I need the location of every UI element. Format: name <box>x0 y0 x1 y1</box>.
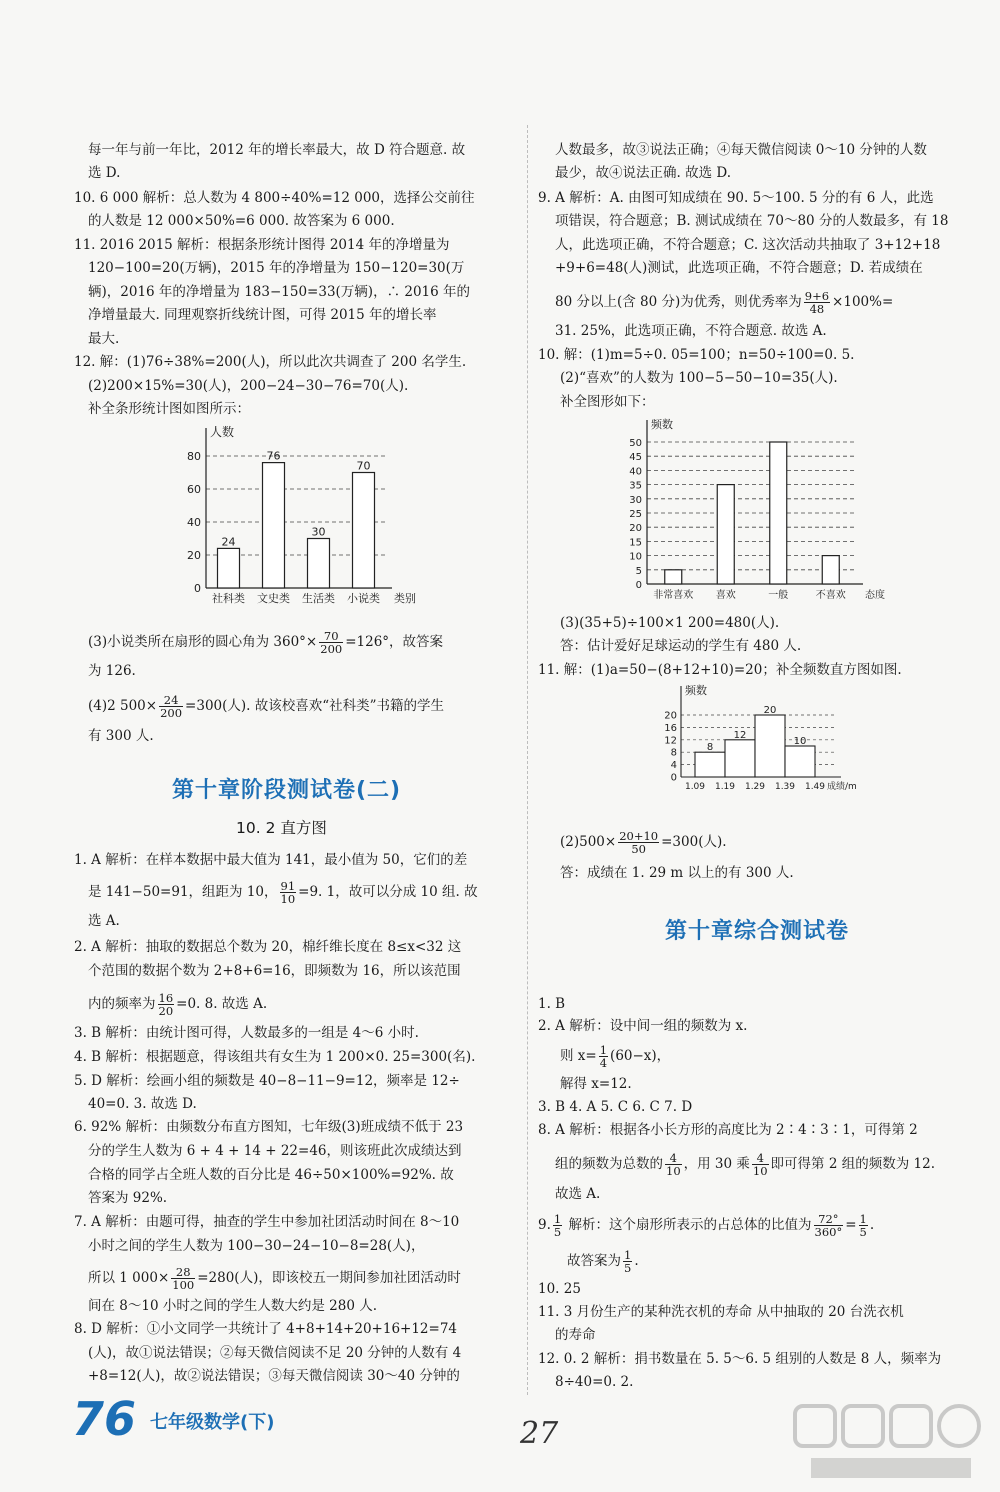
x-tick-label: 社科类 <box>212 592 245 605</box>
text-line: 人数最多，故③说法正确；④每天微信阅读 0～10 分钟的人数 <box>555 142 927 158</box>
fraction: $\frac{16}{20}$ <box>158 991 174 1018</box>
answer-11: 11. 解：(1)a=50−(8+12+10)=20；补全频数直方图如图. <box>538 662 902 678</box>
text-line: 答：成绩在 1. 29 m 以上的有 300 人. <box>560 865 794 881</box>
text-line: 31. 25%，此选项正确，不符合题意. 故选 A. <box>555 323 827 339</box>
text-line: (2)200×15%=30(人)，200−24−30−76=70(人). <box>88 378 409 394</box>
text-line: 有 300 人. <box>88 728 154 744</box>
x-tick-label: 一般 <box>768 590 789 601</box>
text-line: (3)(35+5)÷100×1 200=480(人). <box>560 615 780 631</box>
answer-11: 11. 2016 2015 解析：根据条形统计图得 2014 年的净增量为 <box>74 237 450 253</box>
y-tick-label: 0 <box>670 772 677 784</box>
answer-2: 2. A 解析：抽取的数据总个数为 20，棉纤维长度在 8≤x<32 这 <box>74 939 462 955</box>
x-tick-label: 1.29 <box>744 782 766 792</box>
text-line: 40=0. 3. 故选 D. <box>88 1096 197 1112</box>
y-axis-label: 人数 <box>210 425 235 439</box>
answer-12: 12. 解：(1)76÷38%=200(人)，所以此次共调查了 200 名学生. <box>74 354 467 370</box>
fraction: $\frac{24}{200}$ <box>160 693 183 720</box>
y-tick-label: 16 <box>664 722 677 734</box>
section-title: 第十章综合测试卷 <box>665 919 850 944</box>
answer-5: 5. D 解析：绘画小组的频数是 40−8−11−9=12，频率是 12÷ <box>74 1073 460 1089</box>
watermark-logo <box>791 1402 986 1484</box>
fraction: $\frac{4}{10}$ <box>666 1151 681 1178</box>
text-line: 个范围的数据个数为 2+8+6=16，即频数为 16，所以该范围 <box>88 963 461 979</box>
x-tick-label: 小说类 <box>347 592 380 605</box>
text-line: 间在 8～10 小时之间的学生人数大约是 280 人. <box>88 1298 377 1314</box>
y-tick-label: 15 <box>629 537 642 549</box>
text-line: 选 D. <box>88 165 121 181</box>
fraction: $\frac{20+10}{50}$ <box>619 829 659 856</box>
fraction: $\frac{72^\circ}{360^\circ}$ <box>814 1212 843 1239</box>
text-line: 组的频数为总数的 $\frac{4}{10}$ ，用 30 乘 $\frac{4}{10}$ 即可得第 2 组的频数为 12. <box>555 1151 935 1178</box>
answer-2: 2. A 解析：设中间一组的频数为 x. <box>538 1018 748 1034</box>
y-tick-label: 8 <box>670 747 677 759</box>
x-axis-label: 态度 <box>865 590 885 601</box>
text-line: 最大. <box>88 331 120 347</box>
text-line: +8=12(人)，故②说法错误；③每天微信阅读 30～40 分钟的 <box>88 1368 460 1384</box>
text-line: 最少，故④说法正确. 故选 D. <box>555 165 732 181</box>
answer-9: 9. A 解析：A. 由图可知成绩在 90. 5～100. 5 分的有 6 人，此选 <box>538 190 934 206</box>
y-tick-label: 40 <box>187 516 201 529</box>
answer-1: 1. B <box>538 996 566 1012</box>
y-axis-label: 频数 <box>651 418 673 431</box>
data-label: 76 <box>266 449 281 463</box>
y-tick-label: 20 <box>187 549 201 562</box>
text-line: 合格的同学占全班人数的百分比是 46÷50×100%=92%. 故 <box>88 1167 454 1183</box>
histogram-bar <box>755 715 785 777</box>
histogram-bar <box>695 752 725 777</box>
text-line: 内的频率为 $\frac{16}{20}$ =0. 8. 故选 A. <box>88 991 268 1018</box>
subsection-title: 10. 2 直方图 <box>236 819 327 837</box>
answer-10: 10. 6 000 解析：总人数为 4 800÷40%=12 000，选择公交前往 <box>74 190 475 206</box>
text-line: 的人数是 12 000×50%=6 000. 故答案为 6 000. <box>88 213 395 229</box>
y-tick-label: 25 <box>629 509 642 520</box>
bar <box>665 570 682 584</box>
data-label: 8 <box>706 742 714 754</box>
text-line: 解得 x=12. <box>560 1076 632 1092</box>
answer-4: 4. B 解析：根据题意，得该组共有女生为 1 200×0. 25=300(名). <box>74 1049 476 1065</box>
x-tick-label: 1.19 <box>714 782 736 792</box>
text-line: 人，此选项正确，不符合题意；C. 这次活动共抽取了 3+12+18 <box>555 237 941 253</box>
text-line: 小时之间的学生人数为 100−30−24−10−8=28(人)， <box>88 1238 425 1254</box>
text-line: 选 A. <box>88 913 120 929</box>
text-line: 辆)，2016 年的净增量为 183−150=33(万辆)，∴ 2016 年的 <box>88 284 471 300</box>
answer-10: 10. 解：(1)m=5÷0. 05=100；n=50÷100=0. 5. <box>538 347 855 363</box>
text-line: +9+6=48(人)测试，此选项正确，不符合题意；D. 若成绩在 <box>555 260 923 276</box>
x-tick-label: 1.49 <box>804 782 826 792</box>
answer-8: 8. D 解析：①小文同学一共统计了 4+8+14+20+16+12=74 <box>74 1321 458 1337</box>
y-tick-label: 60 <box>187 483 201 496</box>
text-line: 净增量最大. 同理观察折线统计图，可得 2015 年的增长率 <box>88 307 437 323</box>
bar <box>218 548 240 588</box>
fraction: $\frac{70}{200}$ <box>320 629 343 656</box>
answer-7: 7. A 解析：由题可得，抽查的学生中参加社团活动时间在 8～10 <box>74 1214 460 1230</box>
fraction: $\frac{28}{100}$ <box>172 1265 195 1292</box>
y-tick-label: 40 <box>629 466 642 478</box>
histogram-bar <box>725 740 755 777</box>
fraction: $\frac{1}{5}$ <box>859 1212 867 1239</box>
text-line: 故选 A. <box>555 1186 601 1202</box>
bar <box>717 485 734 584</box>
y-tick-label: 20 <box>664 710 677 722</box>
fraction: $\frac{1}{5}$ <box>553 1212 562 1239</box>
y-tick-label: 0 <box>635 580 642 591</box>
text-line: (人)，故①说法错误；②每天微信阅读不足 20 分钟的人数有 4 <box>88 1345 462 1361</box>
text-line: (4)2 500× $\frac{24}{200}$ =300(人). 故该校喜欢“社科类”书籍的学生 <box>88 693 445 720</box>
answer-6: 6. 92% 解析：由频数分布直方图知，七年级(3)班成绩不低于 23 <box>74 1119 464 1135</box>
data-label: 12 <box>733 729 747 741</box>
data-label: 10 <box>793 736 807 747</box>
x-tick-label: 生活类 <box>302 592 335 605</box>
fraction: $\frac{1}{5}$ <box>624 1248 632 1275</box>
x-tick-label: 1.09 <box>684 782 706 792</box>
text-line: 80 分以上(含 80 分)为优秀，则优秀率为 $\frac{9+6}{48}$ ×100%= <box>555 289 894 316</box>
text-line: 答：估计爱好足球运动的学生有 480 人. <box>560 638 802 654</box>
text-line: (2)500× $\frac{20+10}{50}$ =300(人). <box>560 829 727 856</box>
text-line: 120−100=20(万辆)，2015 年的净增量为 150−120=30(万 <box>88 260 465 276</box>
y-tick-label: 35 <box>629 480 642 492</box>
text-line: 所以 1 000× $\frac{28}{100}$ =280(人)，即该校五一期间参加社团活动时 <box>88 1265 461 1292</box>
text-line: 故答案为 $\frac{1}{5}$ . <box>567 1248 639 1275</box>
text-line: 补全条形统计图如图所示： <box>88 401 250 417</box>
text-line: (3)小说类所在扇形的圆心角为 360°× $\frac{70}{200}$ =126°，故答案 <box>88 629 444 656</box>
y-tick-label: 50 <box>629 438 642 449</box>
x-tick-label: 非常喜欢 <box>653 590 694 601</box>
answer-11: 11. 3 月份生产的某种洗衣机的寿命 从中抽取的 20 台洗衣机 <box>538 1304 904 1320</box>
answers-3-7: 3. B 4. A 5. C 6. C 7. D <box>538 1099 693 1115</box>
bar-chart-attitude <box>615 412 915 607</box>
bar <box>822 556 839 584</box>
fraction: $\frac{9+6}{48}$ <box>804 289 830 316</box>
text-line: 分的学生人数为 6 + 4 + 14 + 22=46，则该班此次成绩达到 <box>88 1143 462 1159</box>
text-line: 为 126. <box>88 663 136 679</box>
fraction: $\frac{4}{10}$ <box>752 1151 768 1178</box>
x-tick-label: 文史类 <box>257 592 290 605</box>
y-tick-label: 0 <box>194 582 201 595</box>
answer-12: 12. 0. 2 解析：捐书数量在 5. 5～6. 5 组别的人数是 8 人，频率为 <box>538 1351 942 1367</box>
y-tick-label: 5 <box>635 565 642 577</box>
bar <box>770 442 787 584</box>
y-tick-label: 12 <box>664 735 677 747</box>
x-axis-label: 类别 <box>394 592 416 605</box>
y-axis-label: 频数 <box>685 684 707 697</box>
answer-9: 9. $\frac{1}{5}$ 解析：这个扇形所表示的占总体的比值为 $\frac{72^\circ}{360^\circ}$ = $\frac{1}{5}$ . <box>538 1212 875 1239</box>
text-line: 每一年与前一年比，2012 年的增长率最大，故 D 符合题意. 故 <box>88 142 466 158</box>
bar <box>263 463 285 588</box>
histogram-scores <box>655 682 885 800</box>
y-tick-label: 80 <box>187 450 201 463</box>
text-line: 答案为 92%. <box>88 1190 168 1206</box>
bar <box>353 473 375 589</box>
data-label: 70 <box>356 459 371 473</box>
y-tick-label: 20 <box>629 523 642 535</box>
data-label: 20 <box>763 705 777 716</box>
page-number: 76 <box>72 1392 137 1446</box>
y-tick-label: 4 <box>670 760 677 772</box>
answer-10: 10. 25 <box>538 1281 581 1297</box>
text-line: 补全图形如下： <box>560 394 655 410</box>
text-line: 8÷40=0. 2. <box>555 1374 634 1390</box>
x-axis-label: 成绩/m <box>827 782 857 792</box>
book-title: 七年级数学(下) <box>150 1412 275 1433</box>
text-line: 则 x= $\frac{1}{4}$ (60−x)， <box>560 1043 671 1070</box>
data-label: 30 <box>311 525 326 539</box>
y-tick-label: 10 <box>629 551 642 563</box>
x-tick-label: 1.39 <box>774 782 796 792</box>
y-tick-label: 45 <box>629 452 642 464</box>
answer-8: 8. A 解析：根据各小长方形的高度比为 2∶4∶3∶1，可得第 2 <box>538 1122 918 1138</box>
answer-3: 3. B 解析：由统计图可得，人数最多的一组是 4～6 小时. <box>74 1025 419 1041</box>
text-line: (2)“喜欢”的人数为 100−5−50−10=35(人). <box>560 370 838 386</box>
fraction: $\frac{91}{10}$ <box>280 879 296 906</box>
y-tick-label: 30 <box>629 494 642 506</box>
handwritten-number: 27 <box>520 1416 559 1451</box>
text-line: 是 141−50=91，组距为 10， $\frac{91}{10}$ =9. 1，故可以分成 10 组. 故 <box>88 879 478 906</box>
x-tick-label: 不喜欢 <box>815 590 846 601</box>
data-label: 24 <box>221 535 236 549</box>
section-title: 第十章阶段测试卷(二) <box>172 778 402 803</box>
fraction: $\frac{1}{4}$ <box>599 1043 608 1070</box>
text-line: 的寿命 <box>555 1327 596 1343</box>
x-tick-label: 喜欢 <box>715 590 736 601</box>
bar-chart-book-types <box>180 420 440 615</box>
answer-1: 1. A 解析：在样本数据中最大值为 141，最小值为 50，它们的差 <box>74 852 468 868</box>
column-divider <box>527 125 528 1395</box>
text-line: 项错误，符合题意；B. 测试成绩在 70～80 分的人数最多，有 18 <box>555 213 949 229</box>
histogram-bar <box>785 746 815 777</box>
bar <box>308 539 330 589</box>
